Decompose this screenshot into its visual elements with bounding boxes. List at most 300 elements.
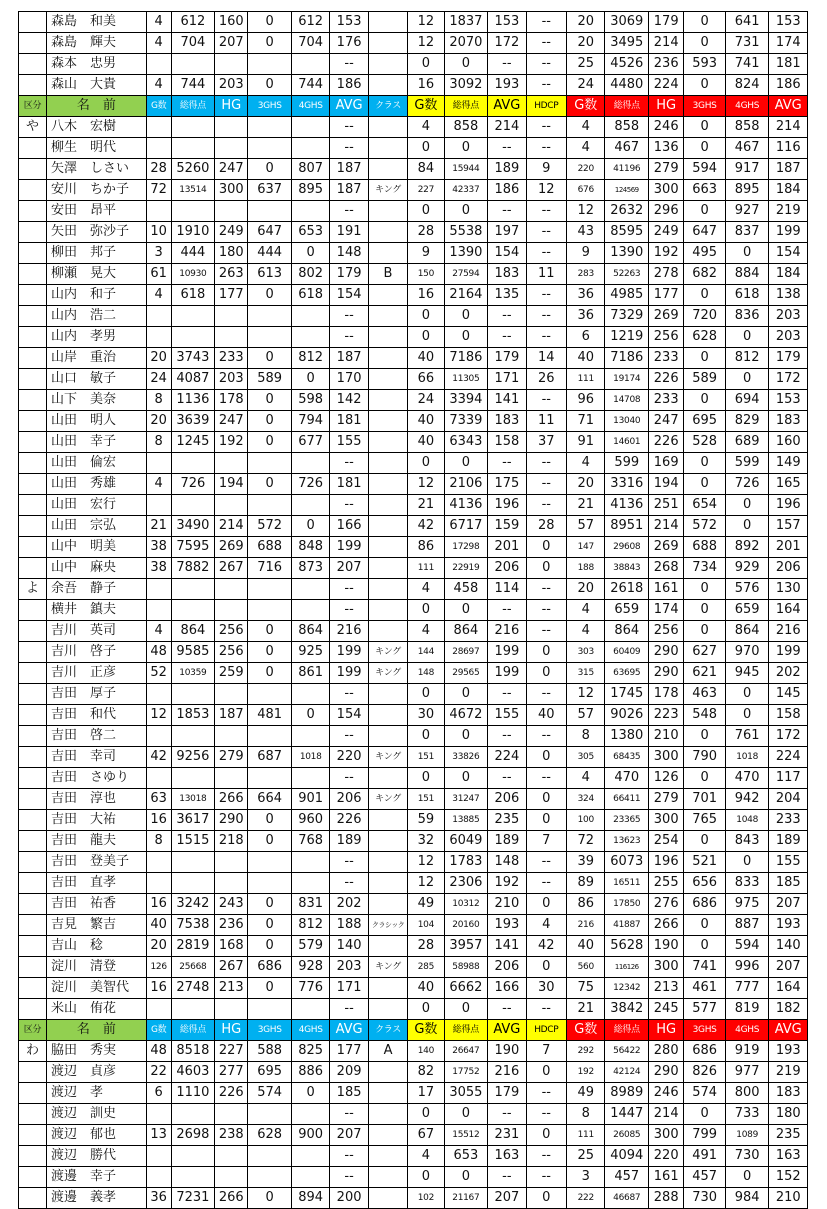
cell-period-c-games: 40 [567,348,605,369]
cell-period-b-games: 4 [408,621,444,642]
cell-period-c-average: 130 [769,579,808,600]
cell-period-b-games: 82 [408,1062,444,1083]
cell-period-c-total: 467 [605,138,649,159]
cell-period-b-total: 3394 [444,390,488,411]
cell-period-a-4g-high-series: 960 [291,810,329,831]
cell-period-b-total: 17298 [444,537,488,558]
cell-period-b-handicap: -- [526,75,566,96]
cell-period-c-4g-high-series: 887 [725,915,769,936]
cell-period-a-games [146,1146,171,1167]
cell-period-b-games: 0 [408,1104,444,1125]
cell-period-a-total [171,600,215,621]
cell-period-c-total: 1390 [605,243,649,264]
cell-name: 森島 和美 [47,12,147,33]
cell-period-c-high-game: 246 [649,117,684,138]
cell-period-a-3g-high-series [248,306,292,327]
cell-period-b-average: 148 [488,852,526,873]
cell-kana [19,621,47,642]
cell-period-a-class [368,390,407,411]
cell-period-c-total: 4985 [605,285,649,306]
cell-period-c-average: 158 [769,705,808,726]
cell-period-a-total: 4087 [171,369,215,390]
cell-period-b-games: 0 [408,138,444,159]
cell-period-c-high-game: 126 [649,768,684,789]
cell-period-c-games: 220 [567,159,605,180]
cell-kana [19,537,47,558]
cell-period-c-high-game: 196 [649,852,684,873]
cell-period-c-average: 183 [769,1083,808,1104]
cell-period-b-average: 135 [488,285,526,306]
cell-period-c-3g-high-series: 765 [684,810,726,831]
cell-period-a-3g-high-series: 0 [248,159,292,180]
cell-period-c-total: 864 [605,621,649,642]
cell-period-b-handicap: 7 [526,831,566,852]
cell-period-a-average: 187 [330,159,368,180]
cell-name: 矢澤 しさい [47,159,147,180]
cell-period-a-games: 4 [146,75,171,96]
cell-period-a-4g-high-series: 744 [291,75,329,96]
cell-period-c-games: 188 [567,558,605,579]
cell-period-a-total: 1245 [171,432,215,453]
cell-period-a-games: 4 [146,33,171,54]
cell-period-c-3g-high-series: 0 [684,600,726,621]
cell-period-c-3g-high-series: 0 [684,831,726,852]
cell-period-a-total: 5260 [171,159,215,180]
cell-period-c-high-game: 276 [649,894,684,915]
cell-period-b-handicap: -- [526,999,566,1020]
cell-period-a-high-game [215,579,248,600]
cell-name: 渡邊 義孝 [47,1188,147,1209]
cell-period-c-average: 203 [769,327,808,348]
cell-period-c-high-game: 279 [649,789,684,810]
cell-name: 森島 輝夫 [47,33,147,54]
cell-period-a-total [171,1167,215,1188]
cell-period-a-total: 3490 [171,516,215,537]
cell-period-a-high-game: 178 [215,390,248,411]
cell-period-a-3g-high-series: 664 [248,789,292,810]
cell-period-b-average: 210 [488,894,526,915]
cell-period-b-average: 141 [488,390,526,411]
cell-period-b-average: -- [488,54,526,75]
cell-name: 吉田 龍夫 [47,831,147,852]
table-row [19,831,808,852]
cell-period-c-average: 193 [769,1041,808,1062]
cell-period-b-games: 0 [408,1167,444,1188]
cell-period-a-3g-high-series: 0 [248,621,292,642]
table-row [19,138,808,159]
cell-period-a-3g-high-series: 0 [248,915,292,936]
cell-period-a-games: 61 [146,264,171,285]
cell-period-a-games: 20 [146,936,171,957]
cell-period-c-average: 219 [769,1062,808,1083]
cell-period-b-average: 193 [488,915,526,936]
cell-period-b-total: 6662 [444,978,488,999]
table-row [19,999,808,1020]
cell-kana [19,1188,47,1209]
cell-period-c-total: 63695 [605,663,649,684]
cell-period-a-average: -- [330,1167,368,1188]
cell-period-a-4g-high-series [291,1104,329,1125]
cell-period-a-class [368,726,407,747]
cell-period-a-average: 181 [330,411,368,432]
cell-period-c-average: 203 [769,306,808,327]
cell-kana [19,810,47,831]
cell-period-c-average: 172 [769,369,808,390]
cell-period-a-average: -- [330,579,368,600]
cell-period-c-4g-high-series: 824 [725,75,769,96]
cell-period-a-class [368,705,407,726]
cell-period-b-total: 0 [444,138,488,159]
cell-period-c-3g-high-series: 720 [684,306,726,327]
cell-period-a-class [368,243,407,264]
cell-period-b-handicap: -- [526,33,566,54]
cell-period-c-total: 60409 [605,642,649,663]
cell-period-a-average: -- [330,873,368,894]
cell-period-c-games: 8 [567,1104,605,1125]
cell-period-b-games: 285 [408,957,444,978]
cell-period-a-average: -- [330,54,368,75]
cell-period-b-average: 114 [488,579,526,600]
cell-period-a-games: 16 [146,978,171,999]
cell-period-a-4g-high-series: 928 [291,957,329,978]
cell-period-a-3g-high-series [248,600,292,621]
cell-period-a-total: 3242 [171,894,215,915]
cell-period-c-high-game: 214 [649,516,684,537]
cell-period-c-3g-high-series: 0 [684,768,726,789]
cell-kana [19,915,47,936]
cell-period-a-class [368,432,407,453]
cell-period-b-handicap: -- [526,768,566,789]
cell-period-a-4g-high-series: 895 [291,180,329,201]
cell-period-a-high-game: 187 [215,705,248,726]
cell-name: 淀川 清登 [47,957,147,978]
cell-period-a-total [171,1146,215,1167]
cell-period-a-4g-high-series [291,54,329,75]
cell-period-c-games: 147 [567,537,605,558]
cell-period-c-total: 14708 [605,390,649,411]
cell-period-a-class [368,1167,407,1188]
header-period-c-average: AVG [769,96,808,117]
cell-period-a-3g-high-series: 0 [248,12,292,33]
cell-period-c-4g-high-series: 919 [725,1041,769,1062]
header-period-a-class: クラス [368,96,407,117]
cell-period-b-average: 235 [488,810,526,831]
cell-period-a-average: -- [330,1104,368,1125]
cell-period-a-4g-high-series [291,453,329,474]
cell-period-a-3g-high-series: 0 [248,642,292,663]
cell-name: 山岸 重治 [47,348,147,369]
cell-period-c-3g-high-series: 461 [684,978,726,999]
cell-period-a-average: -- [330,327,368,348]
cell-period-b-handicap: 0 [526,789,566,810]
header-period-a-total: 総得点 [171,96,215,117]
cell-period-c-3g-high-series: 688 [684,537,726,558]
cell-name: 森山 大貴 [47,75,147,96]
cell-period-a-total [171,726,215,747]
cell-period-a-average: 177 [330,1041,368,1062]
table-row [19,327,808,348]
cell-period-c-games: 86 [567,894,605,915]
cell-kana [19,75,47,96]
cell-period-c-high-game: 300 [649,747,684,768]
table-row [19,1083,808,1104]
cell-period-c-total: 41196 [605,159,649,180]
cell-period-a-total: 4603 [171,1062,215,1083]
table-row [19,1167,808,1188]
header-period-c-3g-high-series: 3GHS [684,1020,726,1041]
cell-period-a-high-game: 203 [215,369,248,390]
cell-period-c-high-game: 269 [649,537,684,558]
cell-period-b-games: 0 [408,201,444,222]
cell-period-b-total: 10312 [444,894,488,915]
cell-period-c-4g-high-series: 927 [725,201,769,222]
cell-period-c-4g-high-series: 945 [725,663,769,684]
cell-period-a-high-game [215,117,248,138]
cell-period-c-4g-high-series: 1089 [725,1125,769,1146]
cell-period-a-games: 72 [146,180,171,201]
cell-period-a-games: 38 [146,537,171,558]
cell-period-a-high-game: 233 [215,348,248,369]
cell-period-a-high-game: 269 [215,537,248,558]
cell-period-b-games: 30 [408,705,444,726]
cell-period-a-class [368,411,407,432]
cell-period-a-4g-high-series [291,726,329,747]
cell-period-c-high-game: 278 [649,264,684,285]
cell-name: 渡邊 幸子 [47,1167,147,1188]
cell-period-a-3g-high-series: 0 [248,285,292,306]
cell-period-b-games: 12 [408,873,444,894]
cell-period-c-3g-high-series: 594 [684,159,726,180]
cell-period-c-total: 4094 [605,1146,649,1167]
cell-period-c-games: 216 [567,915,605,936]
cell-period-b-games: 49 [408,894,444,915]
cell-period-a-3g-high-series: 0 [248,390,292,411]
cell-period-b-average: -- [488,306,526,327]
table-row [19,1041,808,1062]
cell-kana [19,243,47,264]
cell-period-c-average: 149 [769,453,808,474]
cell-period-a-average: 189 [330,831,368,852]
cell-period-a-high-game: 247 [215,159,248,180]
cell-period-c-4g-high-series: 975 [725,894,769,915]
header-period-b-total: 総得点 [444,96,488,117]
cell-period-a-class [368,999,407,1020]
cell-period-b-handicap: -- [526,54,566,75]
cell-period-c-3g-high-series: 654 [684,495,726,516]
cell-name: 吉田 さゆり [47,768,147,789]
cell-period-a-3g-high-series: 572 [248,516,292,537]
cell-period-c-high-game: 256 [649,621,684,642]
cell-kana [19,558,47,579]
cell-period-a-games: 13 [146,1125,171,1146]
cell-period-c-games: 36 [567,285,605,306]
cell-period-c-high-game: 247 [649,411,684,432]
cell-period-c-total: 52263 [605,264,649,285]
cell-period-a-class [368,1146,407,1167]
cell-period-c-average: 138 [769,285,808,306]
cell-period-c-average: 196 [769,495,808,516]
cell-period-c-high-game: 174 [649,600,684,621]
cell-period-c-average: 224 [769,747,808,768]
cell-period-a-class [368,369,407,390]
cell-period-b-handicap: -- [526,1146,566,1167]
cell-period-c-games: 25 [567,1146,605,1167]
header-period-c-total: 総得点 [605,96,649,117]
cell-period-c-games: 292 [567,1041,605,1062]
cell-period-a-average: 140 [330,936,368,957]
cell-period-c-high-game: 161 [649,579,684,600]
cell-period-a-class: キング [368,642,407,663]
cell-period-b-average: 163 [488,1146,526,1167]
cell-name: 山口 敏子 [47,369,147,390]
cell-period-a-3g-high-series [248,327,292,348]
cell-period-a-3g-high-series: 0 [248,663,292,684]
cell-kana: わ [19,1041,47,1062]
cell-period-a-4g-high-series: 886 [291,1062,329,1083]
cell-period-a-games [146,138,171,159]
cell-period-a-4g-high-series [291,999,329,1020]
cell-period-b-total: 4136 [444,495,488,516]
cell-period-a-4g-high-series [291,852,329,873]
cell-period-a-3g-high-series: 444 [248,243,292,264]
cell-period-c-3g-high-series: 686 [684,1041,726,1062]
cell-period-a-total [171,852,215,873]
cell-period-b-average: 206 [488,558,526,579]
cell-period-c-games: 39 [567,852,605,873]
header-period-b-average: AVG [488,1020,526,1041]
table-row [19,663,808,684]
table-row [19,600,808,621]
cell-period-a-total: 7882 [171,558,215,579]
cell-period-a-4g-high-series: 0 [291,1083,329,1104]
cell-kana [19,54,47,75]
table-row [19,915,808,936]
cell-period-c-games: 4 [567,768,605,789]
cell-kana [19,1104,47,1125]
cell-period-c-3g-high-series: 572 [684,516,726,537]
table-row [19,201,808,222]
cell-period-b-total: 15944 [444,159,488,180]
cell-period-b-handicap: -- [526,474,566,495]
cell-period-a-total: 13018 [171,789,215,810]
cell-period-b-average: 199 [488,642,526,663]
cell-period-a-total: 9585 [171,642,215,663]
cell-period-a-class [368,12,407,33]
cell-period-b-total: 2306 [444,873,488,894]
header-kana: 区分 [19,1020,47,1041]
cell-kana [19,642,47,663]
cell-period-c-games: 57 [567,705,605,726]
cell-period-c-high-game: 223 [649,705,684,726]
header-kana: 区分 [19,96,47,117]
table-row [19,936,808,957]
cell-period-b-total: 0 [444,999,488,1020]
cell-period-c-high-game: 300 [649,810,684,831]
cell-period-c-games: 49 [567,1083,605,1104]
cell-kana [19,663,47,684]
cell-period-c-high-game: 214 [649,33,684,54]
cell-period-a-4g-high-series: 861 [291,663,329,684]
cell-period-c-total: 858 [605,117,649,138]
cell-period-a-3g-high-series [248,453,292,474]
cell-period-c-4g-high-series: 0 [725,1167,769,1188]
cell-period-a-4g-high-series: 794 [291,411,329,432]
cell-period-c-4g-high-series: 731 [725,33,769,54]
cell-period-c-total: 124569 [605,180,649,201]
cell-period-a-total: 744 [171,75,215,96]
cell-period-b-total: 7339 [444,411,488,432]
cell-period-b-average: 196 [488,495,526,516]
cell-period-c-average: 204 [769,789,808,810]
cell-period-c-4g-high-series: 942 [725,789,769,810]
cell-name: 森本 忠男 [47,54,147,75]
cell-period-a-3g-high-series: 481 [248,705,292,726]
cell-period-a-games: 48 [146,642,171,663]
cell-name: 山内 和子 [47,285,147,306]
cell-name: 山田 明人 [47,411,147,432]
cell-period-c-4g-high-series: 467 [725,138,769,159]
cell-period-a-games: 4 [146,12,171,33]
cell-period-b-total: 0 [444,201,488,222]
cell-period-a-4g-high-series: 807 [291,159,329,180]
cell-period-a-total [171,453,215,474]
cell-period-c-high-game: 192 [649,243,684,264]
cell-name: 吉田 直孝 [47,873,147,894]
cell-period-a-total: 2819 [171,936,215,957]
cell-period-a-3g-high-series: 686 [248,957,292,978]
cell-period-a-games: 12 [146,705,171,726]
cell-period-a-4g-high-series [291,495,329,516]
cell-period-b-total: 26647 [444,1041,488,1062]
cell-name: 余吾 静子 [47,579,147,600]
cell-period-c-3g-high-series: 686 [684,894,726,915]
cell-period-a-high-game: 266 [215,789,248,810]
cell-period-c-3g-high-series: 495 [684,243,726,264]
cell-period-c-4g-high-series: 733 [725,1104,769,1125]
cell-period-b-average: 231 [488,1125,526,1146]
cell-period-a-total: 13514 [171,180,215,201]
cell-period-c-games: 20 [567,474,605,495]
table-row [19,390,808,411]
cell-period-a-class [368,54,407,75]
cell-period-a-class [368,894,407,915]
cell-period-c-average: 116 [769,138,808,159]
cell-period-b-games: 40 [408,411,444,432]
cell-period-b-total: 0 [444,1167,488,1188]
cell-period-a-high-game: 267 [215,558,248,579]
cell-period-a-games: 8 [146,432,171,453]
cell-period-a-total: 7538 [171,915,215,936]
cell-period-c-games: 20 [567,579,605,600]
cell-name: 吉見 繁吉 [47,915,147,936]
cell-period-b-games: 28 [408,936,444,957]
cell-period-a-3g-high-series: 574 [248,1083,292,1104]
cell-period-c-4g-high-series: 837 [725,222,769,243]
cell-period-c-games: 40 [567,936,605,957]
table-row [19,894,808,915]
cell-period-a-high-game: 207 [215,33,248,54]
cell-period-a-class [368,873,407,894]
cell-period-b-average: 154 [488,243,526,264]
cell-period-a-games: 36 [146,1188,171,1209]
cell-period-c-games: 89 [567,873,605,894]
cell-period-c-4g-high-series: 0 [725,327,769,348]
cell-period-b-games: 151 [408,747,444,768]
cell-period-c-4g-high-series: 694 [725,390,769,411]
cell-period-b-total: 6049 [444,831,488,852]
cell-period-a-4g-high-series: 579 [291,936,329,957]
cell-period-a-high-game: 267 [215,957,248,978]
